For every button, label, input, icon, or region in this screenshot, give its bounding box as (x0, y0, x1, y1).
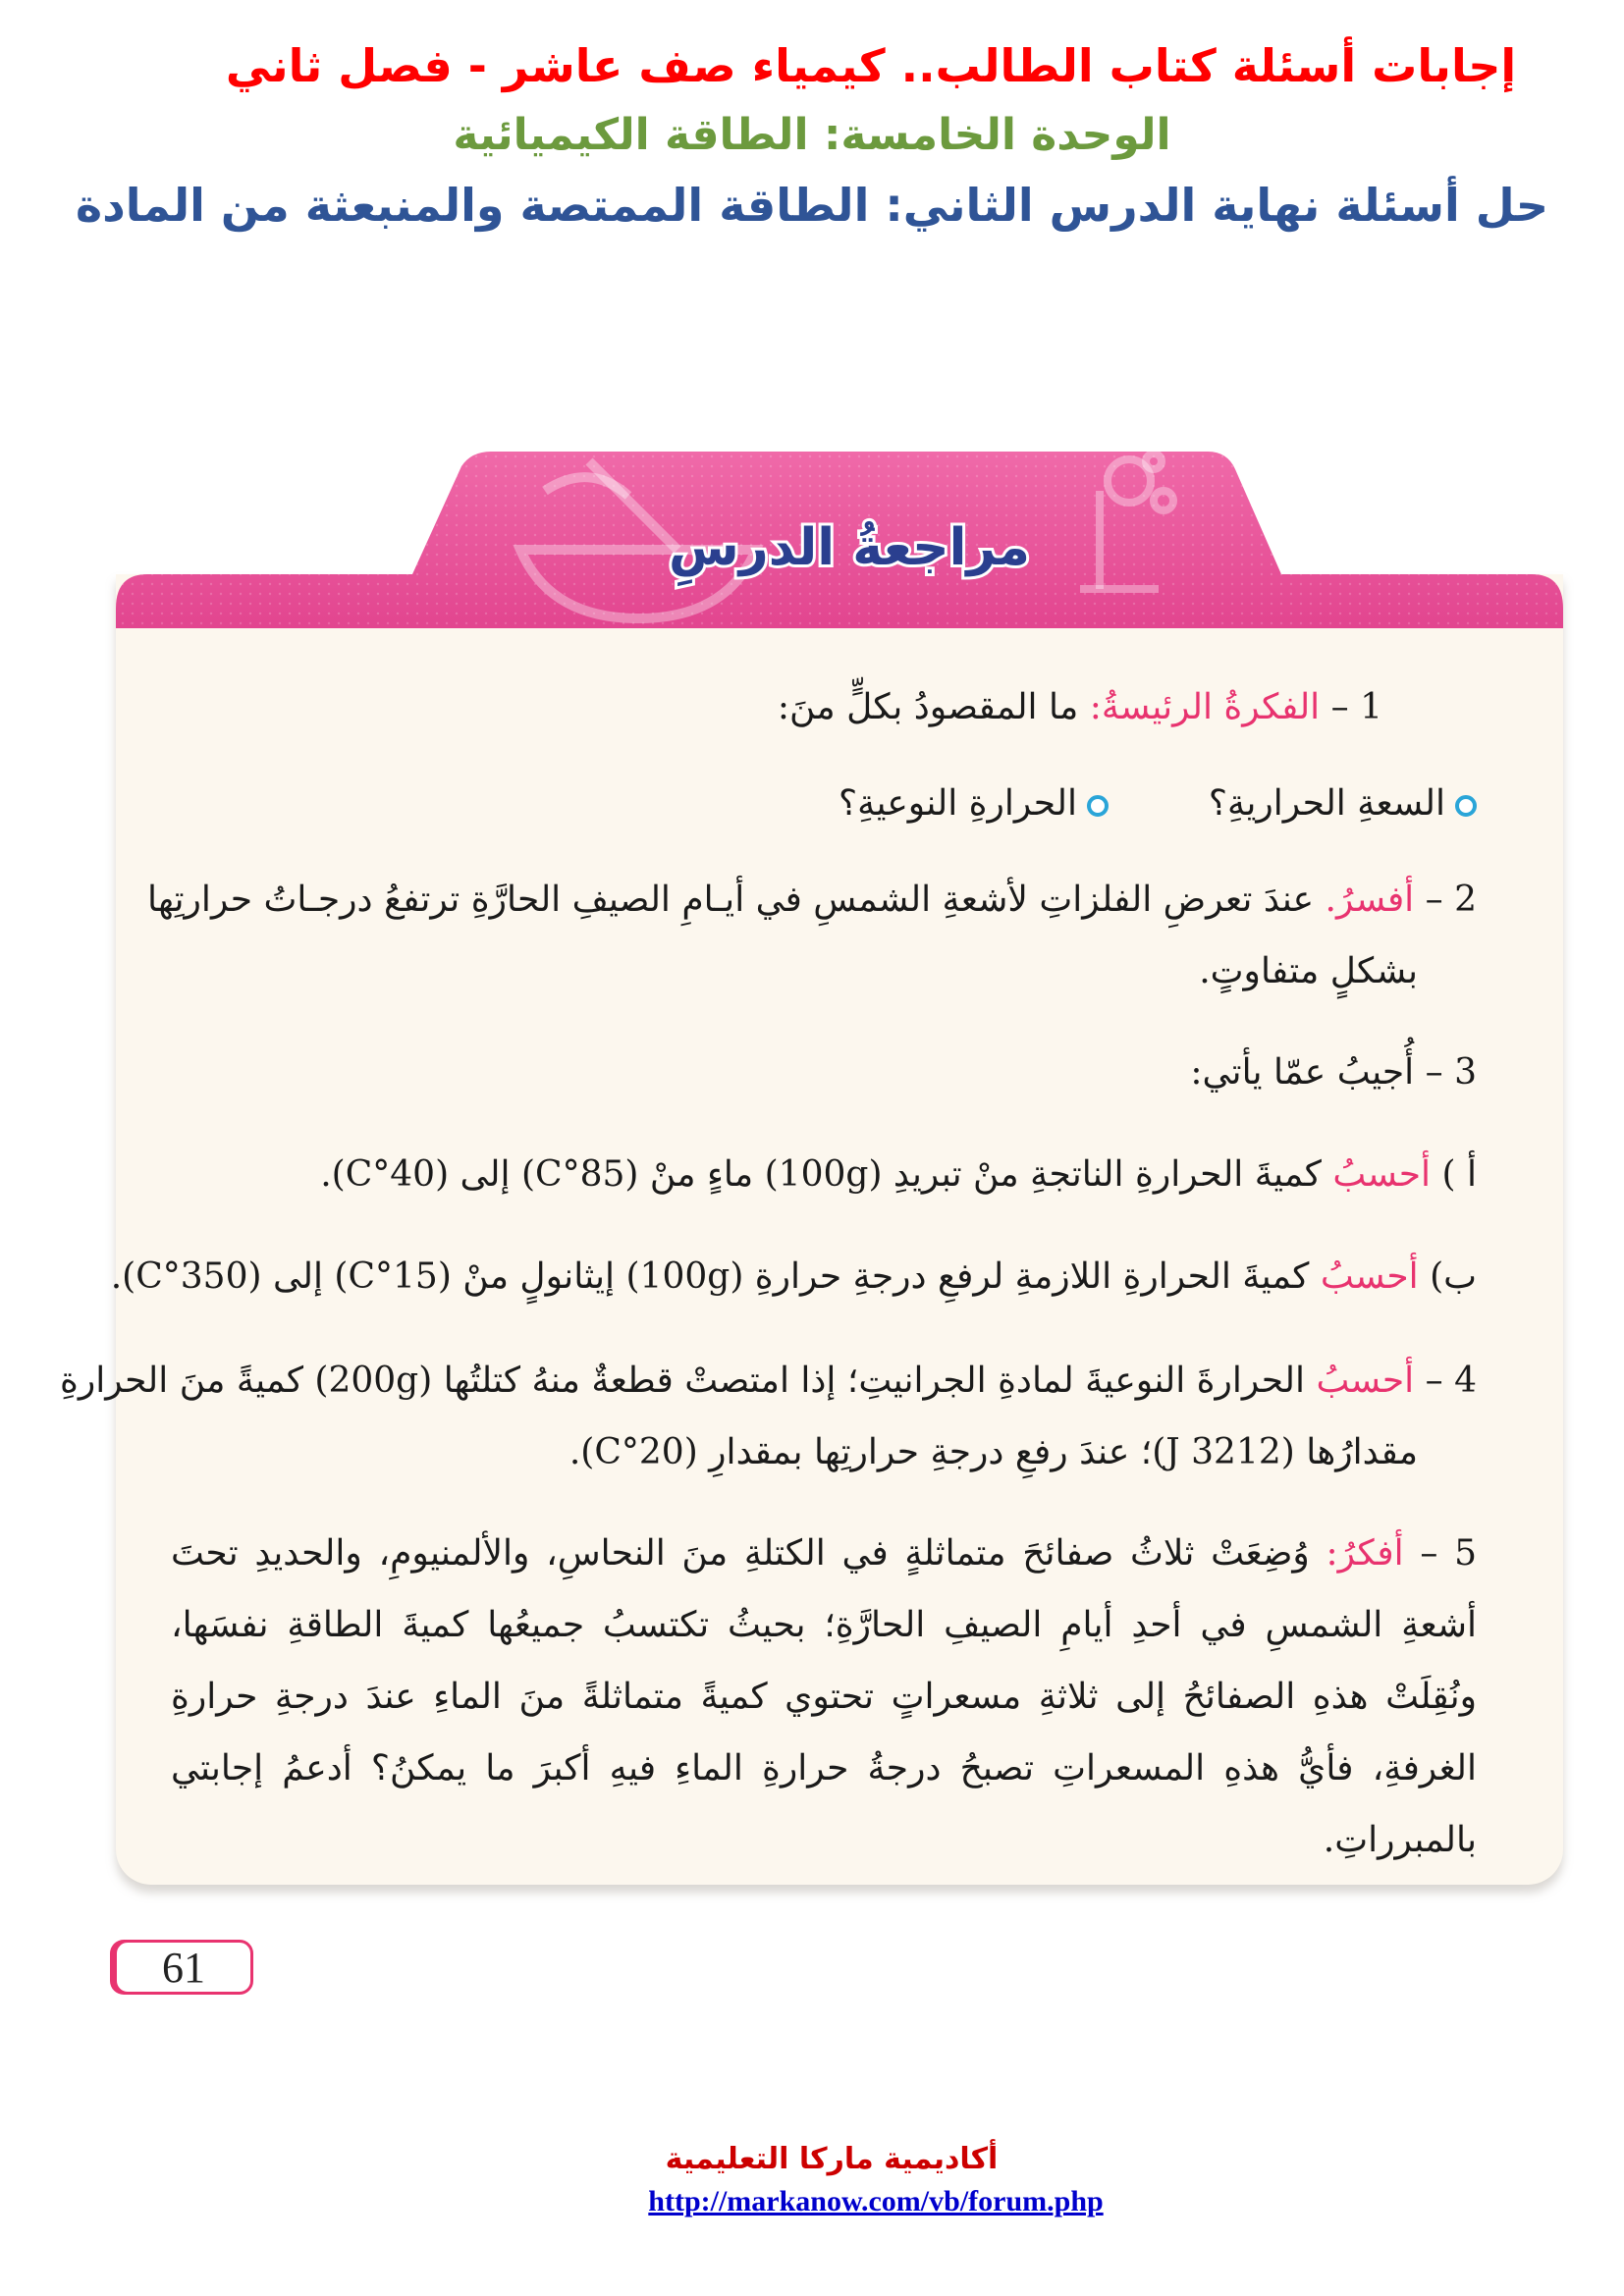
footer-link-wrap (0, 2185, 1624, 2218)
bullet-icon (1455, 795, 1477, 817)
subquestion-label: أ ) (1441, 1154, 1477, 1195)
option-specific-heat: الحرارةِ النوعيةِ؟ (839, 768, 1109, 839)
unit-title: الوحدة الخامسة: الطاقة الكيميائية (453, 110, 1171, 160)
subquestion-text: كميةَ الحرارةِ اللازمةِ لرفعِ درجةِ حرارةِ (100g) إيثانولٍ منْ (15°C) إلى (350°C). (110, 1256, 1310, 1297)
question-5 (171, 1518, 1477, 1876)
question-text: أُجيبُ عمّا يأتي: (1190, 1052, 1415, 1093)
question-keyword: أفسرُ. (1325, 880, 1415, 920)
subquestion-label: ب) (1430, 1256, 1477, 1297)
question-number: 4 – (1425, 1361, 1477, 1401)
question-2 (146, 864, 1477, 1007)
question-keyword: أحسبُ (1332, 1154, 1432, 1195)
footer-academy: أكاديمية ماركا التعليمية (665, 2142, 999, 2176)
page-title: إجابات أسئلة كتاب الطالب.. كيمياء صف عاشر - فصل ثاني (225, 39, 1517, 92)
footer-url-link[interactable]: http://markanow.com/vb/forum.php (648, 2185, 1104, 2217)
question-text-line2: مقدارُها (3212 J)؛ عندَ رفعِ درجةِ حرارتِها بمقدارِ (20°C). (568, 1432, 1418, 1472)
question-4 (59, 1345, 1477, 1488)
banner-title: مراجعةُ الدرسِ (669, 518, 1030, 577)
question-3a (320, 1139, 1477, 1210)
question-text-line2: بشكلٍ متفاوتٍ. (1199, 951, 1418, 991)
question-keyword: الفكرةُ الرئيسةُ: (1089, 687, 1321, 727)
question-number: 5 – (1420, 1533, 1477, 1574)
question-3 (1190, 1037, 1477, 1108)
question-1 (778, 671, 1382, 743)
question-number: 2 – (1425, 880, 1477, 920)
bullet-icon (1087, 795, 1109, 817)
question-text: وُضِعَتْ ثلاثُ صفائحَ متماثلةٍ في الكتلةِ منَ النحاسِ، والألمنيومِ، والحديدِ تحتَ أشعةِ الشمسِ في أحدِ أيامِ الصيفِ الحارَّةِ؛ بحيثُ تكتسبُ جميعُها كميةَ الطاقةِ نفسَها، ونُقِلَتْ هذهِ الصفائحُ إلى ثلاثةِ مسعراتٍ تحتوي كميةً متماثلةً منَ الماءِ عندَ درجةِ حرارةِ الغرفةِ، فأيُّ هذهِ المسعراتِ تصبحُ درجةُ حرارةِ الماءِ فيهِ أكبرَ ما يمكنُ؟ أدعمُ إجابتي بالمبرراتِ. (171, 1533, 1477, 1860)
lesson-review-banner (0, 0, 1624, 687)
question-keyword: أحسبُ (1316, 1361, 1415, 1401)
question-text: ما المقصودُ بكلٍّ منَ: (777, 687, 1079, 727)
question-keyword: أفكرُ: (1326, 1533, 1404, 1574)
question-number: 3 – (1425, 1052, 1477, 1093)
lesson-title: حل أسئلة نهاية الدرس الثاني: الطاقة الممتصة والمنبعثة من المادة (75, 179, 1549, 232)
question-keyword: أحسبُ (1320, 1256, 1419, 1297)
subquestion-text: كميةَ الحرارةِ الناتجةِ منْ تبريدِ (100g) ماءٍ منْ (85°C) إلى (40°C). (320, 1154, 1322, 1195)
page-number: 61 (114, 1940, 253, 1995)
question-text-line1: عندَ تعرضِ الفلزاتِ لأشعةِ الشمسِ في أيـامِ الصيفِ الحارَّةِ ترتفعُ درجـاتُ حرارتِها (146, 880, 1315, 920)
option-heat-capacity: السعةِ الحراريةِ؟ (1209, 768, 1477, 839)
question-3b (111, 1241, 1477, 1312)
question-number: 1 – (1330, 687, 1382, 727)
question-text-line1: الحرارةَ النوعيةَ لمادةِ الجرانيتِ؛ إذا امتصتْ قطعةٌ منهُ كتلتُها (200g) كميةً منَ الحرارةِ (59, 1361, 1305, 1401)
